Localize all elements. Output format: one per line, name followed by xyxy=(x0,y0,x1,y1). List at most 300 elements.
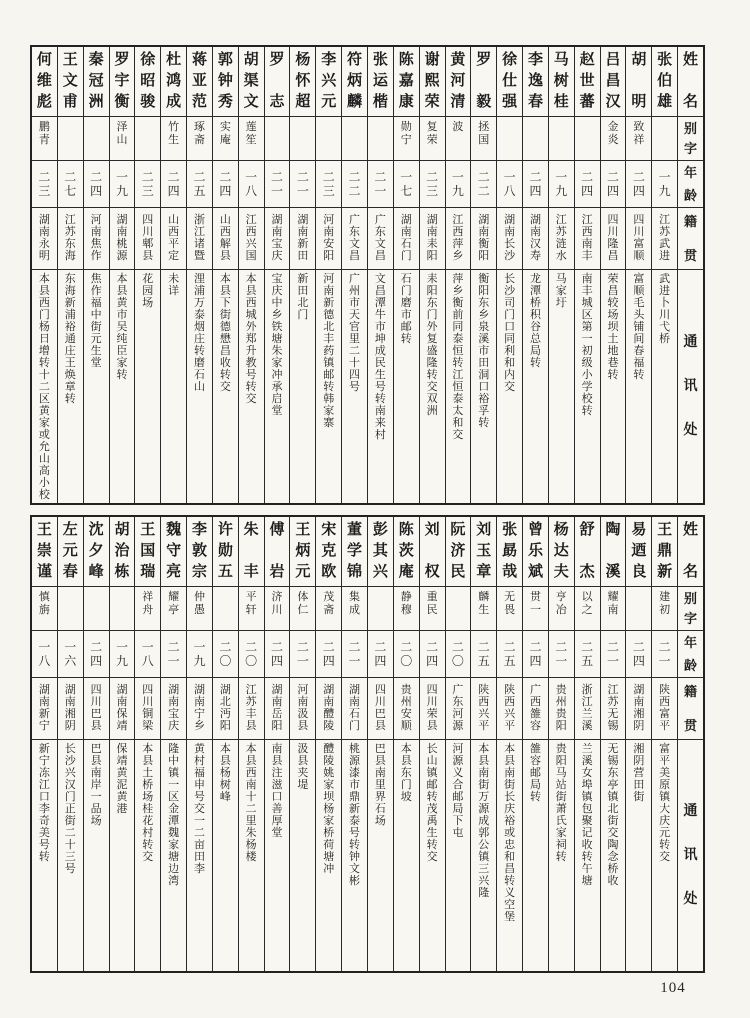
header-column xyxy=(677,47,703,503)
person-address: 萍 乡 衡 前 同 泰 恒 转 江 恒 泰 太 和 交 xyxy=(452,273,464,441)
person-name: 陶 溪 xyxy=(601,517,626,587)
person-native: 江 苏 丰 县 xyxy=(239,678,264,740)
person-zi: 祥 舟 xyxy=(135,587,160,631)
person-native: 山 西 平 定 xyxy=(161,208,186,270)
person-age: 二 四 xyxy=(316,631,341,678)
person-column xyxy=(186,47,212,503)
header-address: 通 讯 处 xyxy=(683,803,698,907)
person-native: 四 川 隆 昌 xyxy=(601,208,626,270)
person-zi: 波 xyxy=(446,117,471,161)
person-zi: 拯 国 xyxy=(471,117,496,161)
person-native: 陕 西 富 平 xyxy=(652,678,677,740)
person-name: 朱 丰 xyxy=(239,517,264,587)
person-column xyxy=(548,47,574,503)
person-name: 胡 渠 文 xyxy=(239,47,264,117)
person-column xyxy=(134,47,160,503)
person-native: 四 川 巴 县 xyxy=(368,678,393,740)
person-name: 杜 鸿 成 xyxy=(161,47,186,117)
header-native: 籍 贯 xyxy=(678,208,703,270)
person-native: 浙 江 诸 暨 xyxy=(187,208,212,270)
person-age: 二 四 xyxy=(575,161,600,208)
person-column xyxy=(315,517,341,971)
person-address: 富 顺 毛 头 铺 间 春 福 转 xyxy=(633,273,645,381)
person-zi: 实 庵 xyxy=(213,117,238,161)
person-column xyxy=(574,47,600,503)
person-zi xyxy=(110,587,135,631)
person-age: 二 一 xyxy=(652,631,677,678)
person-address: 南 县 注 滋 口 善 厚 堂 xyxy=(271,743,283,839)
person-column xyxy=(651,517,677,971)
person-address: 巴 县 南 岸 一 品 场 xyxy=(90,743,102,827)
person-age: 一 七 xyxy=(394,161,419,208)
person-name: 李 兴 元 xyxy=(316,47,341,117)
person-zi: 致 祥 xyxy=(626,117,651,161)
person-address: 本 县 下 街 德 懋 昌 收 转 交 xyxy=(219,273,231,393)
person-address: 长 山 镇 邮 转 茂 禹 生 转 交 xyxy=(426,743,438,863)
person-name: 罗 宇 衡 xyxy=(110,47,135,117)
person-age: 一 九 xyxy=(549,161,574,208)
person-column xyxy=(83,517,109,971)
person-age: 二 一 xyxy=(368,161,393,208)
person-name: 彭 其 兴 xyxy=(368,517,393,587)
person-zi: 体 仁 xyxy=(290,587,315,631)
person-native: 湖 南 耒 阳 xyxy=(420,208,445,270)
person-native: 湖 南 保 靖 xyxy=(110,678,135,740)
person-column xyxy=(160,47,186,503)
person-address: 雒 容 邮 局 转 xyxy=(529,743,541,803)
person-column xyxy=(393,517,419,971)
person-name: 宋 克 欧 xyxy=(316,517,341,587)
person-age: 二 一 xyxy=(549,631,574,678)
person-native: 湖 南 湘 阴 xyxy=(626,678,651,740)
person-native: 河 南 汲 县 xyxy=(290,678,315,740)
person-age: 一 八 xyxy=(135,631,160,678)
person-address: 本 县 黄 市 吴 纯 臣 家 转 xyxy=(116,273,128,381)
person-column xyxy=(83,47,109,503)
person-address: 长 沙 兴 汉 门 正 街 二 十 三 号 xyxy=(64,743,76,875)
person-native: 江 苏 东 海 xyxy=(58,208,83,270)
person-name: 王 炳 元 xyxy=(290,517,315,587)
person-native: 湖 南 新 田 xyxy=(290,208,315,270)
person-native: 广 东 文 昌 xyxy=(342,208,367,270)
person-name: 罗 志 xyxy=(265,47,290,117)
person-zi xyxy=(58,587,83,631)
person-zi: 无 畏 xyxy=(497,587,522,631)
person-column xyxy=(651,47,677,503)
person-address: 新 宁 冻 江 口 李 奇 美 号 转 xyxy=(38,743,50,863)
person-address: 本 县 土 桥 场 桂 花 村 转 交 xyxy=(142,743,154,863)
header-zi: 别 字 xyxy=(678,587,703,631)
person-native: 江 苏 武 进 xyxy=(652,208,677,270)
person-name: 杨 怀 超 xyxy=(290,47,315,117)
person-zi xyxy=(652,117,677,161)
person-name: 沈 夕 峰 xyxy=(84,517,109,587)
person-age: 二 四 xyxy=(368,631,393,678)
person-zi: 复 荣 xyxy=(420,117,445,161)
person-name: 何 维 彪 xyxy=(32,47,57,117)
person-native: 湖 南 石 门 xyxy=(342,678,367,740)
person-native: 陕 西 兴 平 xyxy=(471,678,496,740)
person-column xyxy=(264,517,290,971)
person-age: 一 八 xyxy=(239,161,264,208)
person-zi xyxy=(523,117,548,161)
person-column xyxy=(341,517,367,971)
person-zi xyxy=(368,587,393,631)
person-address: 新 田 北 门 xyxy=(297,273,309,321)
person-age: 二 四 xyxy=(420,631,445,678)
person-native: 广 东 河 源 xyxy=(446,678,471,740)
person-column xyxy=(522,47,548,503)
person-column xyxy=(522,517,548,971)
person-column xyxy=(393,47,419,503)
person-address: 广 州 市 天 官 里 二 十 四 号 xyxy=(349,273,361,393)
person-name: 陈 茨 庵 xyxy=(394,517,419,587)
person-zi: 麟 生 xyxy=(471,587,496,631)
person-age: 二 一 xyxy=(265,161,290,208)
person-name: 谢 熙 荣 xyxy=(420,47,445,117)
person-native: 广 东 文 昌 xyxy=(368,208,393,270)
person-address: 本 县 西 门 杨 日 增 转 十 二 区 黄 家 或 允 山 高 小 校 xyxy=(38,273,50,501)
person-address: 湘 阴 营 田 街 xyxy=(633,743,645,803)
person-native: 湖 南 新 宁 xyxy=(32,678,57,740)
person-name: 蒋 亚 范 xyxy=(187,47,212,117)
person-address: 花 园 场 xyxy=(142,273,154,309)
person-age: 二 四 xyxy=(523,631,548,678)
person-age: 一 九 xyxy=(110,631,135,678)
person-address: 浬 浦 万 泰 烟 庄 转 磨 石 山 xyxy=(193,273,205,393)
person-name: 李 逸 春 xyxy=(523,47,548,117)
person-native: 江 西 南 丰 xyxy=(575,208,600,270)
person-address: 武 进 卜 川 弋 桥 xyxy=(659,273,671,345)
person-zi xyxy=(58,117,83,161)
person-age: 一 六 xyxy=(58,631,83,678)
header-age: 年 龄 xyxy=(678,631,703,678)
person-column xyxy=(238,517,264,971)
person-column xyxy=(600,47,626,503)
person-age: 二 五 xyxy=(471,631,496,678)
person-column xyxy=(238,47,264,503)
person-name: 刘 权 xyxy=(420,517,445,587)
person-native: 湖 南 衡 阳 xyxy=(471,208,496,270)
person-column xyxy=(419,47,445,503)
person-native: 江 苏 涟 水 xyxy=(549,208,574,270)
person-name: 王 崇 谨 xyxy=(32,517,57,587)
person-address: 文 昌 潭 牛 市 坤 成 民 生 号 转 南 来 村 xyxy=(374,273,386,441)
person-name: 吕 昌 汉 xyxy=(601,47,626,117)
person-native: 河 南 安 阳 xyxy=(316,208,341,270)
person-address: 醴 陵 姚 家 坝 杨 家 桥 荷 塘 冲 xyxy=(323,743,335,875)
person-name: 张 勗 哉 xyxy=(497,517,522,587)
person-native: 四 川 荣 县 xyxy=(420,678,445,740)
person-name: 张 伯 雄 xyxy=(652,47,677,117)
person-address: 龙 潭 桥 积 谷 总 局 转 xyxy=(529,273,541,369)
person-address: 本 县 杨 树 峰 xyxy=(219,743,231,803)
person-name: 陈 嘉 康 xyxy=(394,47,419,117)
person-column xyxy=(212,517,238,971)
person-column xyxy=(600,517,626,971)
person-name: 王 鼎 新 xyxy=(652,517,677,587)
person-zi xyxy=(213,587,238,631)
person-column xyxy=(496,517,522,971)
person-address: 荣 昌 较 场 坝 土 地 巷 转 xyxy=(607,273,619,381)
person-zi: 集 成 xyxy=(342,587,367,631)
person-native: 湖 南 桃 源 xyxy=(110,208,135,270)
person-address: 石 门 磨 市 邮 转 xyxy=(400,273,412,345)
person-zi: 贯 一 xyxy=(523,587,548,631)
person-address: 焦 作 福 中 街 元 生 堂 xyxy=(90,273,102,369)
person-column xyxy=(625,517,651,971)
person-zi: 茂 斋 xyxy=(316,587,341,631)
person-address: 本 县 南 街 万 源 成 郭 公 镇 三 兴 隆 xyxy=(478,743,490,899)
person-name: 阮 济 民 xyxy=(446,517,471,587)
person-column xyxy=(367,517,393,971)
person-zi: 重 民 xyxy=(420,587,445,631)
person-name: 王 国 瑞 xyxy=(135,517,160,587)
person-age: 二 三 xyxy=(135,161,160,208)
person-zi xyxy=(265,117,290,161)
person-age: 一 九 xyxy=(652,161,677,208)
person-age: 二 五 xyxy=(497,631,522,678)
person-native: 湖 南 宝 庆 xyxy=(265,208,290,270)
person-name: 张 运 楷 xyxy=(368,47,393,117)
person-age: 二 三 xyxy=(420,161,445,208)
person-age: 二 〇 xyxy=(394,631,419,678)
person-address: 黄 村 福 申 号 交 一 二 亩 田 李 xyxy=(193,743,205,875)
person-column xyxy=(289,47,315,503)
person-age: 二 四 xyxy=(265,631,290,678)
person-zi xyxy=(316,117,341,161)
person-column xyxy=(445,517,471,971)
person-zi: 竹 生 xyxy=(161,117,186,161)
person-column xyxy=(470,47,496,503)
person-zi xyxy=(497,117,522,161)
person-age: 二 〇 xyxy=(213,631,238,678)
person-zi xyxy=(135,117,160,161)
person-column xyxy=(212,47,238,503)
person-native: 湖 南 醴 陵 xyxy=(316,678,341,740)
person-name: 李 敦 宗 xyxy=(187,517,212,587)
person-age: 二 〇 xyxy=(446,631,471,678)
person-zi: 耀 亭 xyxy=(161,587,186,631)
person-zi: 勋 宁 xyxy=(394,117,419,161)
person-address: 耒 阳 东 门 外 复 盛 隆 转 交 双 洲 xyxy=(426,273,438,417)
header-column xyxy=(677,517,703,971)
person-native: 四 川 富 顺 xyxy=(626,208,651,270)
person-name: 舒 杰 xyxy=(575,517,600,587)
person-column xyxy=(134,517,160,971)
directory-table-top xyxy=(30,45,705,505)
person-age: 一 九 xyxy=(187,631,212,678)
person-address: 兰 溪 女 埠 镇 包 聚 记 收 转 午 塘 xyxy=(581,743,593,887)
person-zi: 仲 愚 xyxy=(187,587,212,631)
person-native: 湖 南 长 沙 xyxy=(497,208,522,270)
person-age: 二 〇 xyxy=(239,631,264,678)
person-name: 马 树 桂 xyxy=(549,47,574,117)
person-zi: 琢 斋 xyxy=(187,117,212,161)
header-name: 姓 名 xyxy=(678,517,703,587)
person-native: 四 川 铜 梁 xyxy=(135,678,160,740)
person-zi xyxy=(575,117,600,161)
person-native: 山 西 解 县 xyxy=(213,208,238,270)
person-address: 东 海 新 浦 裕 通 庄 王 焕 章 转 xyxy=(64,273,76,405)
person-native: 四 川 巴 县 xyxy=(84,678,109,740)
person-column xyxy=(289,517,315,971)
person-native: 湖 南 汉 寿 xyxy=(523,208,548,270)
person-name: 左 元 春 xyxy=(58,517,83,587)
person-zi: 建 初 xyxy=(652,587,677,631)
person-name: 魏 守 亮 xyxy=(161,517,186,587)
person-name: 罗 毅 xyxy=(471,47,496,117)
person-age: 二 四 xyxy=(601,161,626,208)
person-address: 马 家 圩 xyxy=(555,273,567,309)
person-age: 二 一 xyxy=(342,631,367,678)
person-address: 本 县 南 街 长 庆 裕 或 忠 和 昌 转 义 空 堡 xyxy=(504,743,516,923)
person-age: 一 八 xyxy=(497,161,522,208)
person-age: 二 四 xyxy=(626,161,651,208)
person-native: 湖 南 石 门 xyxy=(394,208,419,270)
person-native: 湖 南 永 明 xyxy=(32,208,57,270)
person-name: 傅 岩 xyxy=(265,517,290,587)
person-column xyxy=(109,47,135,503)
person-name: 徐 仕 强 xyxy=(497,47,522,117)
person-native: 湖 南 宁 乡 xyxy=(187,678,212,740)
person-zi: 济 川 xyxy=(265,587,290,631)
person-zi xyxy=(549,117,574,161)
person-address: 宝 庆 中 乡 铁 塘 朱 家 冲 承 启 堂 xyxy=(271,273,283,417)
person-address: 桃 源 漆 市 鼎 新 泰 号 转 钟 文 彬 xyxy=(349,743,361,887)
person-column xyxy=(548,517,574,971)
person-address: 河 南 新 德 北 丰 药 镇 邮 转 韩 家 寨 xyxy=(323,273,335,429)
person-zi: 亨 冶 xyxy=(549,587,574,631)
person-name: 黄 河 清 xyxy=(446,47,471,117)
person-address: 本 县 西 城 外 郑 升 教 号 转 交 xyxy=(245,273,257,405)
person-age: 二 四 xyxy=(213,161,238,208)
person-native: 四 川 郫 县 xyxy=(135,208,160,270)
person-name: 秦 冠 洲 xyxy=(84,47,109,117)
directory-table-bottom xyxy=(30,515,705,973)
person-native: 贵 州 安 顺 xyxy=(394,678,419,740)
person-column xyxy=(315,47,341,503)
person-age: 二 七 xyxy=(58,161,83,208)
person-zi: 静 穆 xyxy=(394,587,419,631)
person-name: 许 勋 五 xyxy=(213,517,238,587)
person-age: 二 五 xyxy=(575,631,600,678)
header-native: 籍 贯 xyxy=(678,678,703,740)
person-native: 湖 北 沔 阳 xyxy=(213,678,238,740)
person-name: 王 文 甫 xyxy=(58,47,83,117)
person-zi xyxy=(446,587,471,631)
person-native: 湖 南 湘 阴 xyxy=(58,678,83,740)
person-zi xyxy=(290,117,315,161)
person-age: 二 四 xyxy=(626,631,651,678)
person-native: 湖 南 岳 阳 xyxy=(265,678,290,740)
person-column xyxy=(160,517,186,971)
person-address: 贵 阳 马 站 街 萧 氏 家 祠 转 xyxy=(555,743,567,863)
person-native: 广 西 雒 容 xyxy=(523,678,548,740)
person-address: 无 锡 东 亭 镇 北 街 交 陶 念 桥 收 xyxy=(607,743,619,887)
person-column xyxy=(341,47,367,503)
person-zi: 泽 山 xyxy=(110,117,135,161)
person-native: 贵 州 贵 阳 xyxy=(549,678,574,740)
person-age: 二 二 xyxy=(471,161,496,208)
person-column xyxy=(445,47,471,503)
person-name: 杨 达 夫 xyxy=(549,517,574,587)
person-column xyxy=(32,47,57,503)
person-zi: 鹏 青 xyxy=(32,117,57,161)
person-address: 南 丰 城 区 第 一 初 级 小 学 校 转 xyxy=(581,273,593,417)
person-age: 二 五 xyxy=(187,161,212,208)
person-column xyxy=(470,517,496,971)
person-zi: 慎 旃 xyxy=(32,587,57,631)
person-address: 保 靖 黄 泥 黄 港 xyxy=(116,743,128,815)
header-zi: 别 字 xyxy=(678,117,703,161)
person-native: 江 苏 无 锡 xyxy=(601,678,626,740)
person-native: 湖 南 宝 庆 xyxy=(161,678,186,740)
person-age: 二 四 xyxy=(84,161,109,208)
person-zi xyxy=(342,117,367,161)
person-native: 陕 西 兴 平 xyxy=(497,678,522,740)
person-column xyxy=(32,517,57,971)
person-address: 富 平 美 原 镇 大 庆 元 转 交 xyxy=(659,743,671,863)
person-address: 未 详 xyxy=(168,273,180,297)
person-zi: 平 轩 xyxy=(239,587,264,631)
person-column xyxy=(186,517,212,971)
person-age: 二 一 xyxy=(290,631,315,678)
person-address: 本 县 东 门 坡 xyxy=(400,743,412,803)
person-column xyxy=(57,47,83,503)
page-number: 104 xyxy=(660,980,686,996)
person-name: 曾 乐 斌 xyxy=(523,517,548,587)
person-name: 郭 钟 秀 xyxy=(213,47,238,117)
person-native: 江 西 兴 国 xyxy=(239,208,264,270)
person-name: 胡 治 栋 xyxy=(110,517,135,587)
person-age: 二 一 xyxy=(161,631,186,678)
person-age: 一 八 xyxy=(32,631,57,678)
header-name: 姓 名 xyxy=(678,47,703,117)
person-name: 赵 世 蕃 xyxy=(575,47,600,117)
person-age: 二 三 xyxy=(32,161,57,208)
person-zi xyxy=(84,117,109,161)
person-zi xyxy=(626,587,651,631)
header-address: 通 讯 处 xyxy=(683,334,698,438)
person-address: 长 沙 司 门 口 同 利 和 内 交 xyxy=(504,273,516,393)
person-address: 衡 阳 东 乡 泉 溪 市 田 洞 口 裕 孚 转 xyxy=(478,273,490,429)
person-address: 隆 中 镇 一 区 金 潭 魏 家 塘 边 湾 xyxy=(168,743,180,887)
person-native: 河 南 焦 作 xyxy=(84,208,109,270)
person-name: 徐 昭 骏 xyxy=(135,47,160,117)
person-age: 二 一 xyxy=(601,631,626,678)
person-column xyxy=(574,517,600,971)
person-column xyxy=(264,47,290,503)
person-zi: 以 之 xyxy=(575,587,600,631)
person-zi: 耀 南 xyxy=(601,587,626,631)
person-column xyxy=(419,517,445,971)
person-column xyxy=(57,517,83,971)
person-name: 董 学 锦 xyxy=(342,517,367,587)
person-name: 胡 明 xyxy=(626,47,651,117)
person-age: 一 九 xyxy=(110,161,135,208)
person-column xyxy=(625,47,651,503)
person-age: 二 二 xyxy=(342,161,367,208)
person-column xyxy=(109,517,135,971)
person-name: 刘 玉 章 xyxy=(471,517,496,587)
person-name: 易 迺 良 xyxy=(626,517,651,587)
person-native: 浙 江 兰 溪 xyxy=(575,678,600,740)
person-column xyxy=(367,47,393,503)
person-name: 符 炳 麟 xyxy=(342,47,367,117)
person-age: 二 四 xyxy=(84,631,109,678)
header-age: 年 龄 xyxy=(678,161,703,208)
